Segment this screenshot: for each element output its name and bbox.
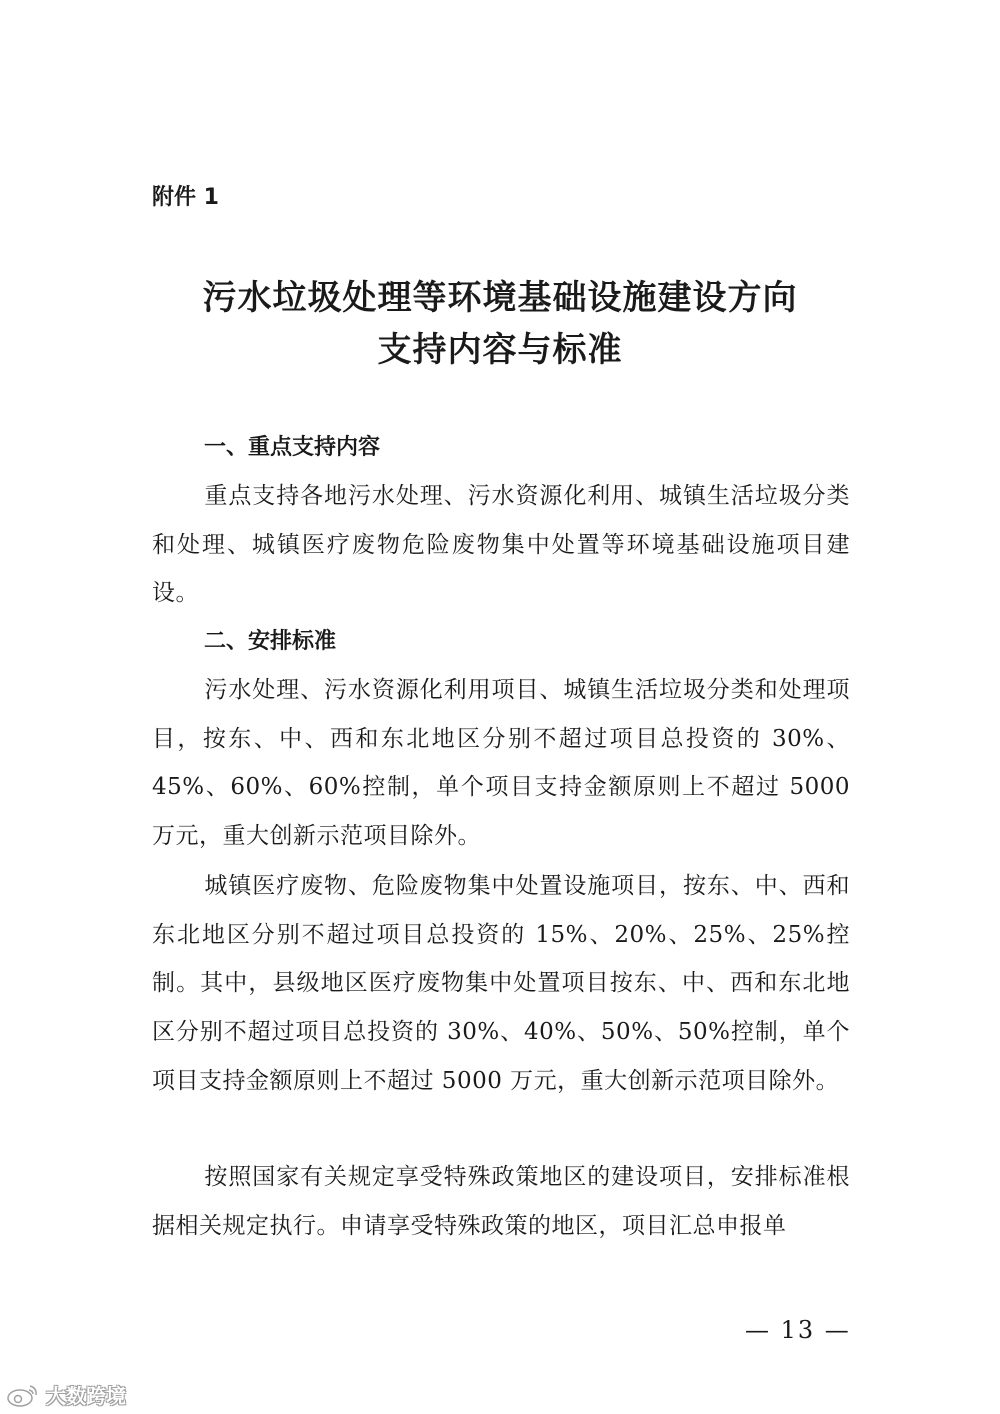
document-title-line-1: 污水垃圾处理等环境基础设施建设方向: [202, 278, 798, 318]
section-heading-standards: 二、安排标准: [204, 629, 337, 654]
paragraph-key-support: [152, 472, 850, 618]
page-number: — 13 —: [745, 1316, 851, 1344]
paragraph-standards-2: [152, 862, 850, 1106]
weibo-logo-icon: [6, 1382, 40, 1408]
document-title-line-2: 支持内容与标准: [377, 330, 623, 370]
paragraph-text: 城镇医疗废物、危险废物集中处置设施项目，按东、中、西和东北地区分别不超过项目总投资的 15%、20%、25%、25%控制。其中，县级地区医疗废物集中处置项目按东、中、西和东北地区分别不超过项目总投资的 30%、40%、50%、50%控制，单个项目支持金额原则上不超过 5000 万元，重大创新示范项目除外。: [152, 873, 850, 1094]
watermark: [6, 1380, 126, 1409]
paragraph-standards-1: [152, 666, 850, 861]
paragraph-text: 污水处理、污水资源化利用项目、城镇生活垃圾分类和处理项目，按东、中、西和东北地区分别不超过项目总投资的 30%、45%、60%、60%控制，单个项目支持金额原则上不超过 5000 万元，重大创新示范项目除外。: [152, 677, 850, 850]
paragraph-text: 重点支持各地污水处理、污水资源化利用、城镇生活垃圾分类和处理、城镇医疗废物危险废物集中处置等环境基础设施项目建设。: [152, 483, 850, 607]
paragraph-standards-3: [152, 1153, 850, 1250]
attachment-label: 附件 1: [152, 185, 219, 210]
section-heading-key-support: 一、重点支持内容: [204, 435, 381, 460]
paragraph-text: 按照国家有关规定享受特殊政策地区的建设项目，安排标准根据相关规定执行。申请享受特殊政策的地区，项目汇总申报单: [152, 1164, 850, 1239]
watermark-text: 大数跨境: [46, 1384, 126, 1408]
